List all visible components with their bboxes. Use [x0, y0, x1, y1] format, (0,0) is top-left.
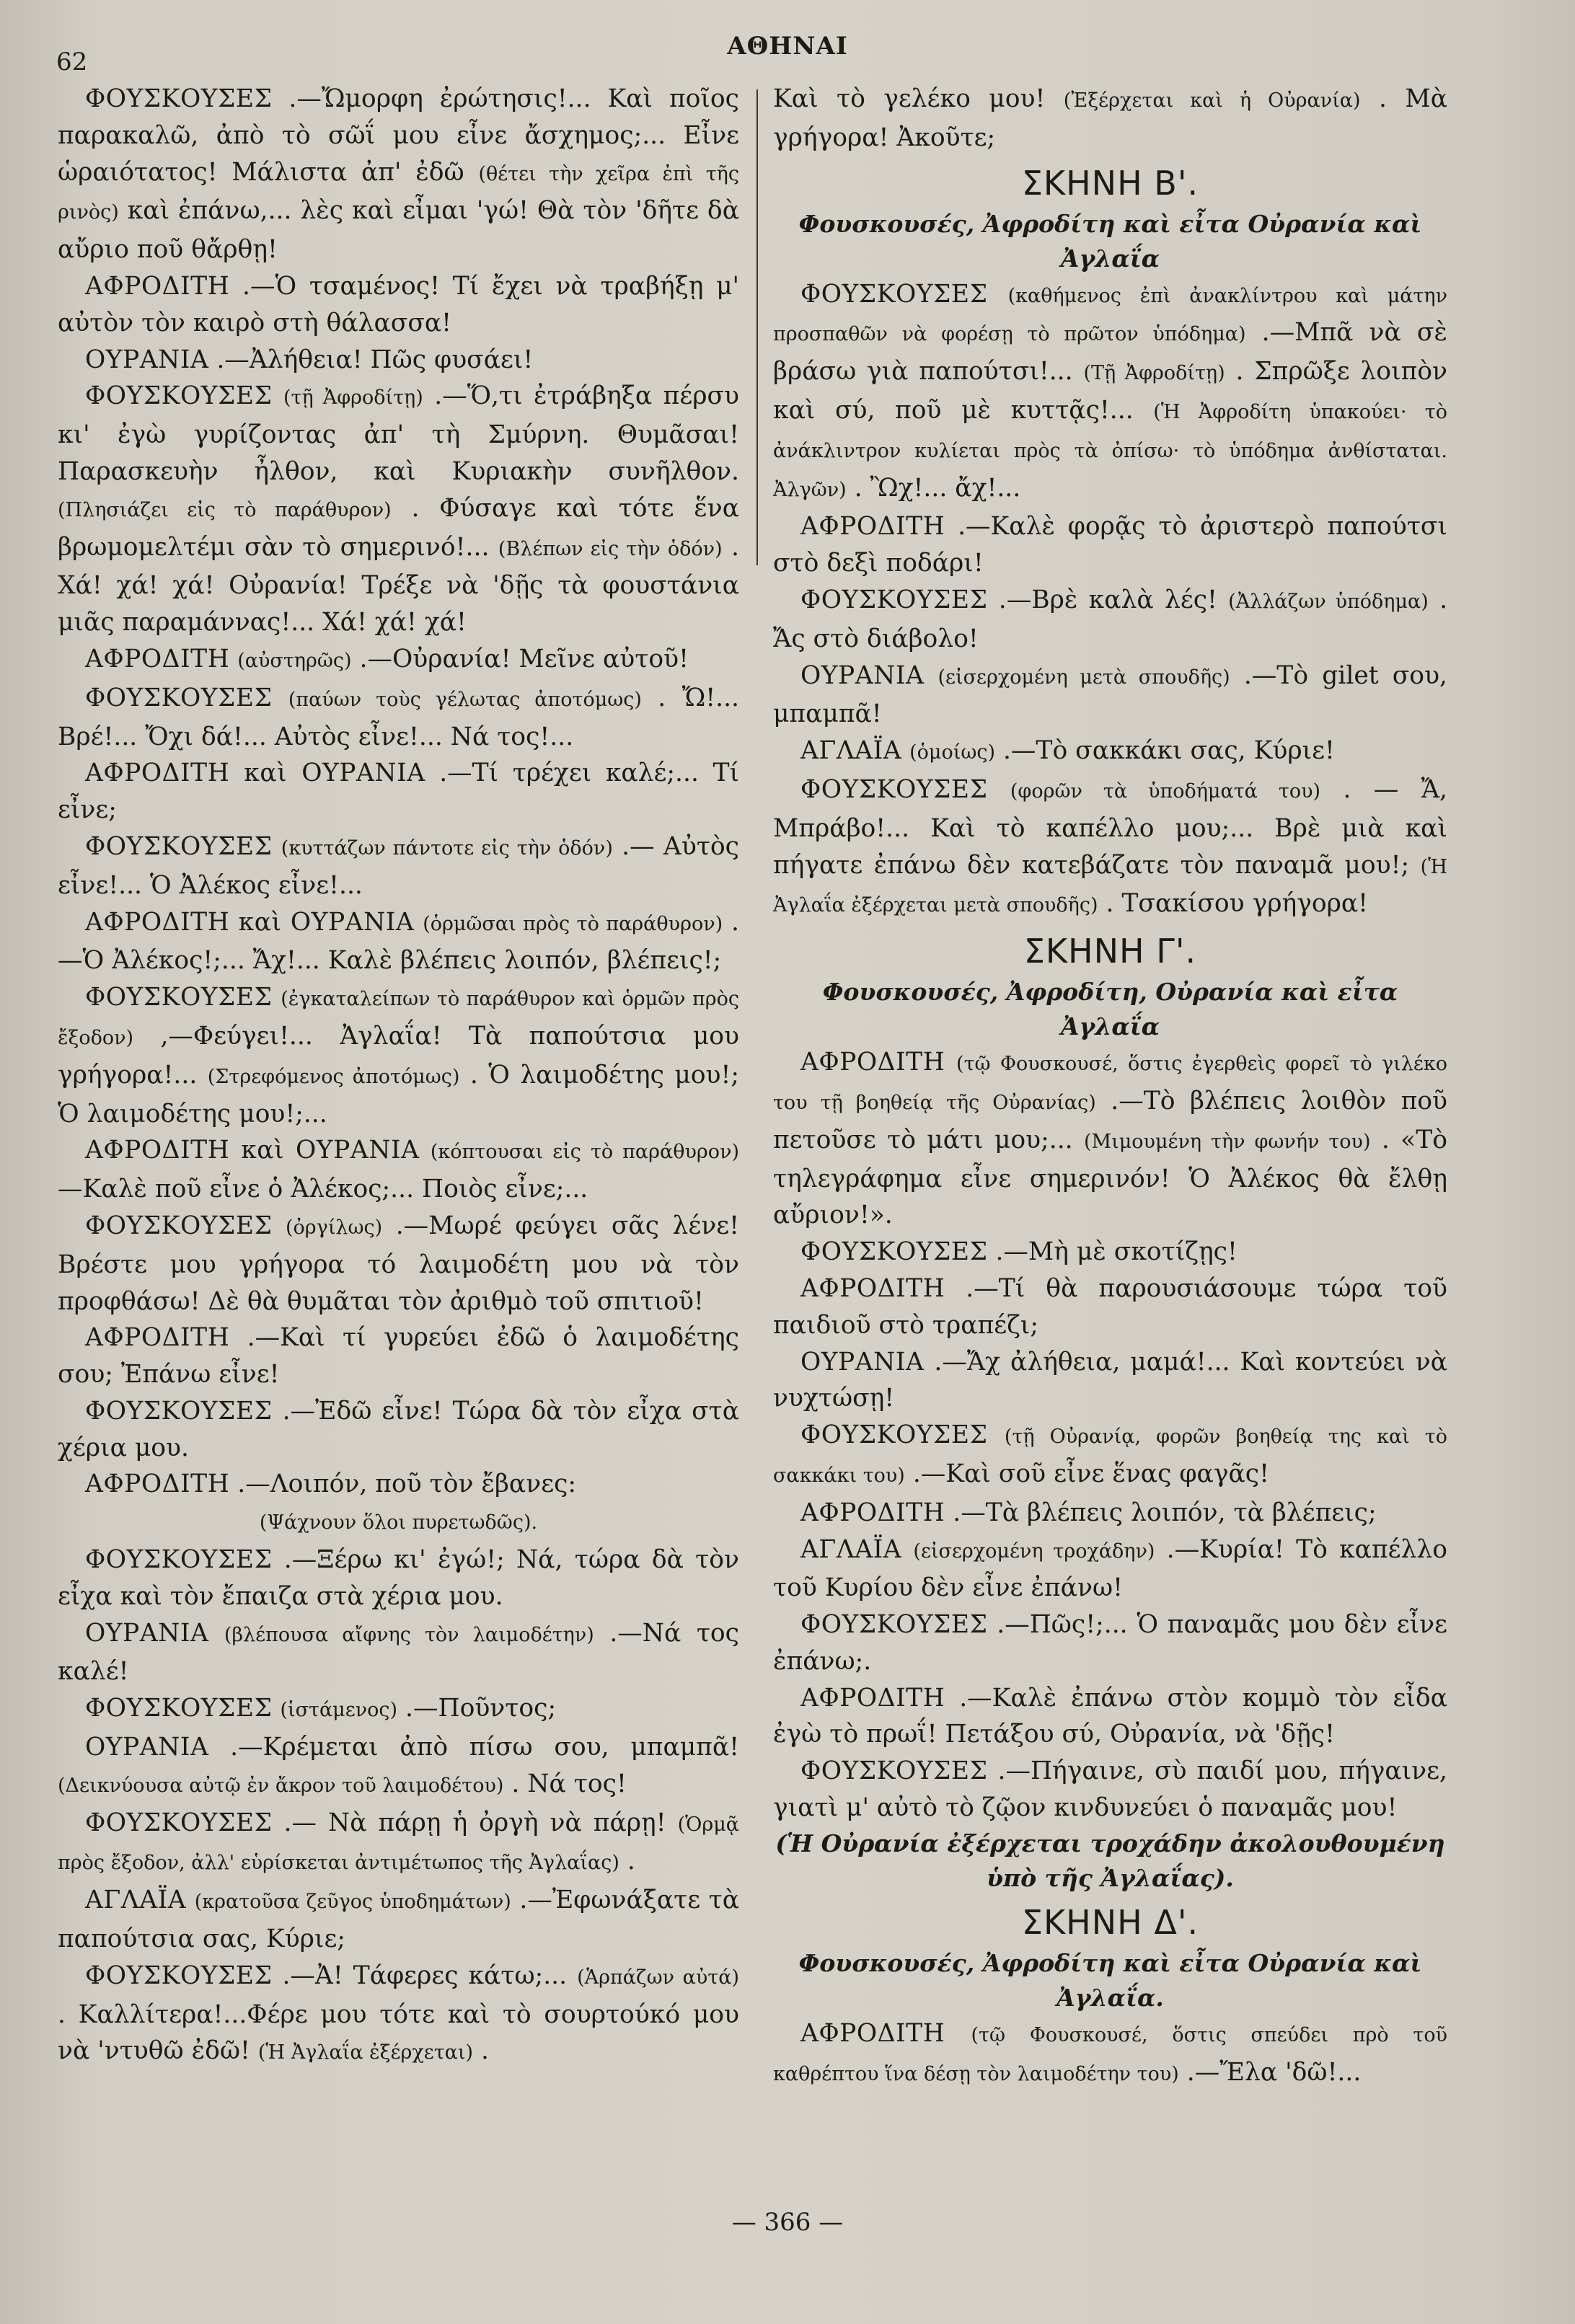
- dialogue-text: .—Βρὲ καλὰ λές!: [998, 585, 1217, 614]
- dialogue-text: . Τσακίσου γρήγορα!: [1106, 889, 1369, 919]
- dialogue-text: ,—Φεύγει!... Ἀγλαΐα! Τὰ παπούτσια μου γρήγορα!...: [58, 1021, 739, 1090]
- stage-direction: (Ἁρπάζων αὐτά): [577, 1966, 739, 1989]
- speaker-name: ΦΟΥΣΚΟΥΣΕΣ: [800, 279, 988, 309]
- speaker-name: ΑΦΡΟΔΙΤΗ: [800, 1683, 945, 1713]
- dialogue-line: [773, 772, 1447, 924]
- dialogue-line: [773, 1417, 1447, 1495]
- dialogue-text: .— Αὐτὸς εἶνε!... Ὁ Ἀλέκος εἶνε!...: [58, 831, 739, 900]
- dialogue-line: [58, 1466, 739, 1503]
- speaker-name: ΑΦΡΟΔΙΤΗ καὶ ΟΥΡΑΝΙΑ: [84, 759, 425, 788]
- stage-direction: (αὐστηρῶς): [237, 649, 352, 672]
- stage-direction: (εἰσερχομένη τροχάδην): [913, 1539, 1155, 1563]
- dialogue-line: [58, 1393, 739, 1467]
- scene-cast-text: Φουσκουσές, Ἀφροδίτη, Οὐρανία καὶ εἶτα Ἀγλαΐα: [822, 978, 1398, 1041]
- dialogue-text: .—Ποῦντος;: [405, 1694, 557, 1723]
- dialogue-text: .—Ὁ Ἀλέκος!;... Ἄχ!... Καλὲ βλέπεις λοιπόν, βλέπεις!;: [58, 907, 739, 976]
- dialogue-text: .—Τὰ βλέπεις λοιπόν, τὰ βλέπεις;: [953, 1498, 1377, 1527]
- dialogue-text: . Καλλίτερα!...Φέρε μου τότε καὶ τὸ σουρτούκό μου νὰ 'ντυθῶ ἐδῶ!: [58, 2000, 739, 2066]
- dialogue-text: .—Καὶ σοῦ εἶνε ἕνας φαγᾶς!: [912, 1459, 1269, 1488]
- dialogue-line: [58, 641, 739, 680]
- dialogue-text: .—Ὤμορφη ἐρώτησις!... Καὶ ποῖος παρακαλῶ, ἀπὸ τὸ σῶΐ μου εἶνε ἄσχημος;... Εἶνε ὡραιότατος! Μάλιστα ἀπ' ἐδῶ: [58, 84, 740, 187]
- scene-cast: [773, 1946, 1447, 2015]
- dialogue-text: —Καλὲ ποῦ εἶνε ὁ Ἀλέκος;... Ποιὸς εἶνε;...: [58, 1175, 588, 1204]
- dialogue-line: [58, 342, 739, 379]
- dialogue-text: .—Ἄχ ἀλήθεια, μαμά!... Καὶ κοντεύει νὰ νυχτώσῃ!: [773, 1347, 1447, 1413]
- speaker-name: ΑΦΡΟΔΙΤΗ: [800, 1498, 945, 1527]
- speaker-name: ΑΦΡΟΔΙΤΗ: [800, 1273, 945, 1303]
- scene-heading: [773, 159, 1447, 207]
- speaker-name: ΦΟΥΣΚΟΥΣΕΣ: [84, 1545, 273, 1575]
- speaker-name: ΦΟΥΣΚΟΥΣΕΣ: [84, 1961, 273, 1990]
- stage-direction-text: (Ψάχνουν ὅλοι πυρετωδῶς).: [259, 1511, 538, 1534]
- stage-direction: (ἱστάμενος): [280, 1699, 398, 1722]
- dialogue-line: [58, 1958, 739, 2072]
- dialogue-text: . Σπρῶξε λοιπὸν καὶ σύ, ποῦ μὲ κυττᾷς!...: [773, 357, 1448, 425]
- dialogue-line: [58, 1729, 739, 1805]
- scene-heading-text: ΣΚΗΝΗ Γ'.: [1023, 932, 1197, 971]
- stage-direction: (Ἡ Ἀγλαΐα ἐξέρχεται μετὰ σπουδῆς): [773, 855, 1447, 917]
- dialogue-line: [773, 1680, 1447, 1754]
- dialogue-text: .—Πῶς!;... Ὁ παναμᾶς μου δὲν εἶνε ἐπάνω;.: [773, 1610, 1447, 1676]
- stage-direction: (Μιμουμένη τὴν φωνήν του): [1083, 1130, 1371, 1153]
- dialogue-text: .—Ξέρω κι' ἐγώ!; Νά, τώρα δὰ τὸν εἶχα καὶ τὸν ἔπαιζα στὰ χέρια μου.: [58, 1545, 739, 1611]
- dialogue-text: . Νά τος!: [511, 1769, 627, 1798]
- stage-direction: (Δεικνύουσα αὐτῷ ἐν ἄκρον τοῦ λαιμοδέτου): [58, 1774, 504, 1797]
- stage-direction: (Ἡ Ἀγλαΐα ἐξέρχεται): [257, 2041, 474, 2064]
- speaker-name: ΦΟΥΣΚΟΥΣΕΣ: [800, 1237, 988, 1267]
- stage-direction: (εἰσερχομένη μετὰ σπουδῆς): [938, 666, 1230, 689]
- dialogue-text: . Μὰ γρήγορα! Ἀκοῦτε;: [773, 84, 1447, 152]
- dialogue-text: .—Νά τος καλέ!: [58, 1618, 739, 1687]
- left-column: [58, 81, 739, 2072]
- dialogue-line: [773, 1532, 1447, 1607]
- speaker-name: ΦΟΥΣΚΟΥΣΕΣ: [84, 1694, 273, 1723]
- dialogue-text: .—Καλὲ ἐπάνω στὸν κομμὸ τὸν εἶδα ἐγὼ τὸ πρωΐ! Πετάξου σύ, Οὐρανία, νὰ 'δῇς!: [773, 1683, 1448, 1749]
- dialogue-line: [773, 733, 1447, 772]
- scene-cast-text: Φουσκουσές, Ἀφροδίτη καὶ εἶτα Οὐρανία καὶ Ἀγλαΐα.: [798, 1948, 1422, 2012]
- dialogue-text: .—Μὴ μὲ σκοτίζῃς!: [995, 1237, 1238, 1267]
- speaker-name: ΦΟΥΣΚΟΥΣΕΣ: [800, 1610, 988, 1640]
- dialogue-text: .—Τὸ βλέπεις λοιθὸν ποῦ πετοῦσε τὸ μάτι μου;...: [773, 1086, 1448, 1154]
- dialogue-line: [58, 680, 739, 756]
- speaker-name: ΦΟΥΣΚΟΥΣΕΣ: [84, 1808, 273, 1837]
- dialogue-text: .—Ἀ! Τάφερες κάτω;...: [282, 1961, 568, 1990]
- dialogue-line: [773, 1271, 1447, 1344]
- speaker-name: ΑΓΛΑΪΑ: [84, 1886, 187, 1915]
- scene-heading-text: ΣΚΗΝΗ Δ'.: [1021, 1902, 1199, 1942]
- stage-direction: (κόπτουσαι εἰς τὸ παράθυρον): [430, 1141, 740, 1164]
- dialogue-text: .—Καλὲ φορᾷς τὸ ἀριστερὸ παπούτσι στὸ δεξὶ ποδάρι!: [773, 512, 1447, 578]
- dialogue-line: [773, 1344, 1447, 1418]
- speaker-name: ΑΦΡΟΔΙΤΗ: [84, 1470, 230, 1499]
- dialogue-text: Καὶ τὸ γελέκο μου!: [773, 84, 1046, 113]
- dialogue-line: [58, 1208, 739, 1320]
- dialogue-line: [58, 1805, 739, 1883]
- dialogue-text: .—Ὁ τσαμένος! Τί ἔχει νὰ τραβήξῃ μ' αὐτὸν τὸν καιρὸ στὴ θάλασσα!: [58, 271, 740, 337]
- speaker-name: ΦΟΥΣΚΟΥΣΕΣ: [84, 381, 273, 411]
- speaker-name: ΑΓΛΑΪΑ: [800, 736, 902, 766]
- stage-direction: (ὀργίλως): [286, 1216, 383, 1239]
- stage-direction: (παύων τοὺς γέλωτας ἀποτόμως): [288, 688, 642, 711]
- dialogue-line: [773, 658, 1447, 733]
- dialogue-line: [58, 268, 739, 342]
- stage-direction: (Βλέπων εἰς τὴν ὁδόν): [498, 537, 723, 560]
- speaker-name: ΦΟΥΣΚΟΥΣΕΣ: [84, 683, 273, 712]
- speaker-name: ΦΟΥΣΚΟΥΣΕΣ: [800, 585, 988, 614]
- speaker-name: ΟΥΡΑΝΙΑ: [84, 345, 209, 374]
- stage-direction: (ἐγκαταλείπων τὸ παράθυρον καὶ ὁρμῶν πρὸς ἔξοδον): [58, 988, 739, 1049]
- dialogue-text: .: [481, 2036, 489, 2066]
- dialogue-text: .—Μωρέ φεύγει σᾶς λένε! Βρέστε μου γρήγορα τό λαιμοδέτη μου νὰ τὸν προφθάσω! Δὲ θὰ θυμᾶται τὸν ἀριθμὸ τοῦ σπιτιοῦ!: [58, 1211, 740, 1316]
- stage-direction: (Ἐξέρχεται καὶ ἡ Οὐρανία): [1063, 89, 1361, 112]
- speaker-name: ΦΟΥΣΚΟΥΣΕΣ: [84, 983, 273, 1012]
- speaker-name: ΟΥΡΑΝΙΑ: [84, 1618, 209, 1648]
- dialogue-line: [58, 1542, 739, 1615]
- stage-direction: (κυττάζων πάντοτε εἰς τὴν ὁδόν): [281, 836, 613, 860]
- dialogue-line: [773, 1607, 1447, 1680]
- stage-direction: (τῷ Φουσκουσέ, ὅστις ἐγερθεὶς φορεῖ τὸ γιλέκο του τῇ βοηθείᾳ τῆς Οὐρανίας): [773, 1053, 1447, 1114]
- dialogue-text: .—Καὶ τί γυρεύει ἐδῶ ὁ λαιμοδέτης σου; Ἐπάνω εἶνε!: [58, 1323, 739, 1389]
- running-title: ΑΘΗΝΑΙ: [727, 32, 848, 61]
- speaker-name: ΟΥΡΑΝΙΑ: [800, 660, 925, 690]
- dialogue-line: [58, 1615, 739, 1691]
- dialogue-text: . — Ἄ, Μπράβο!... Καὶ τὸ καπέλλο μου;... Βρὲ μιὰ καὶ πήγατε ἐπάνω δὲν κατεβάζατε τὸν παναμᾶ μου!;: [773, 774, 1448, 880]
- stage-direction: (Ἀλλάζων ὑπόδημα): [1228, 590, 1429, 613]
- dialogue-line: [773, 1753, 1447, 1826]
- dialogue-line: [58, 81, 739, 268]
- speaker-name: ΦΟΥΣΚΟΥΣΕΣ: [84, 84, 273, 113]
- dialogue-text: .—Ἐδῶ εἶνε! Τώρα δὰ τὸν εἶχα στὰ χέρια μου.: [58, 1396, 740, 1462]
- stage-direction: (ὁμοίως): [909, 741, 995, 764]
- dialogue-line: [58, 1882, 739, 1958]
- dialogue-line: [773, 582, 1447, 658]
- dialogue-line: [773, 81, 1447, 156]
- dialogue-line: [773, 276, 1447, 509]
- speaker-name: ΦΟΥΣΚΟΥΣΕΣ: [800, 774, 988, 804]
- dialogue-text: .—Ἔλα 'δῶ!...: [1186, 2057, 1362, 2087]
- speaker-name: ΑΦΡΟΔΙΤΗ: [84, 644, 230, 673]
- stage-direction: (τῇ Οὐρανίᾳ, φορῶν βοηθείᾳ της καὶ τὸ σακκάκι του): [773, 1426, 1447, 1487]
- stage-direction: (Στρεφόμενος ἀποτόμως): [207, 1065, 460, 1088]
- stage-direction: (τῇ Ἀφροδίτῃ): [283, 386, 423, 410]
- dialogue-text: .—Τί θὰ παρουσιάσουμε τώρα τοῦ παιδιοῦ στὸ τραπέζι;: [773, 1273, 1448, 1340]
- dialogue-text: .—Τὸ σακκάκι σας, Κύριε!: [1002, 736, 1335, 766]
- column-divider: [756, 89, 758, 565]
- stage-direction: (ὁρμῶσαι πρὸς τὸ παράθυρον): [423, 912, 723, 935]
- stage-direction: (θέτει τὴν χεῖρα ἐπὶ τῆς ρινὸς): [58, 162, 739, 224]
- dialogue-text: .—Λοιπόν, ποῦ τὸν ἔβανες:: [237, 1470, 577, 1499]
- speaker-name: ΦΟΥΣΚΟΥΣΕΣ: [84, 831, 273, 861]
- dialogue-text: . «Τὸ τηλεγράφημα εἶνε σημερινόν! Ὁ Ἀλέκος θὰ ἔλθῃ αὔριον!».: [773, 1125, 1448, 1230]
- dialogue-line: [773, 1234, 1447, 1271]
- dialogue-line: [58, 1132, 739, 1208]
- stage-direction: (Ὁρμᾷ πρὸς ἔξοδον, ἀλλ' εὑρίσκεται ἀντιμέτωπος τῆς Ἀγλαΐας): [58, 1813, 740, 1875]
- speaker-name: ΟΥΡΑΝΙΑ: [84, 1733, 209, 1762]
- scene-heading: [773, 927, 1447, 975]
- speaker-name: ΑΓΛΑΪΑ: [800, 1534, 902, 1564]
- dialogue-text: .—Τὸ gilet σου, μπαμπᾶ!: [773, 660, 1448, 729]
- stage-direction: [58, 1503, 739, 1542]
- stage-direction: (Τῇ Ἀφροδίτῃ): [1083, 362, 1225, 385]
- dialogue-line: [58, 378, 739, 641]
- dialogue-line: [58, 829, 739, 904]
- speaker-name: ΑΦΡΟΔΙΤΗ καὶ ΟΥΡΑΝΙΑ: [84, 907, 415, 937]
- scene-cast-text: Φουσκουσές, Ἀφροδίτη καὶ εἶτα Οὐρανία καὶ Ἀγλαΐα: [798, 209, 1422, 273]
- dialogue-text: .—Πήγαινε, σὺ παιδί μου, πήγαινε, γιατὶ μ' αὐτὸ τὸ ζῷον κινδυνεύει ὁ παναμᾶς μου!: [773, 1757, 1447, 1823]
- stage-direction: (καθήμενος ἐπὶ ἀνακλίντρου καὶ μάτην προσπαθῶν νὰ φορέσῃ τὸ πρῶτον ὑπόδημα): [773, 284, 1448, 346]
- scene-heading: [773, 1899, 1447, 1946]
- speaker-name: ΑΦΡΟΔΙΤΗ: [84, 1323, 230, 1353]
- stage-direction: [773, 1826, 1447, 1896]
- dialogue-line: [773, 508, 1447, 582]
- stage-direction: (Πλησιάζει εἰς τὸ παράθυρον): [58, 498, 392, 521]
- dialogue-text: .—Κρέμεται ἀπὸ πίσω σου, μπαμπᾶ!: [230, 1733, 739, 1762]
- speaker-name: ΦΟΥΣΚΟΥΣΕΣ: [800, 1421, 988, 1450]
- stage-direction: (κρατοῦσα ζεῦγος ὑποδημάτων): [194, 1891, 511, 1914]
- speaker-name: ΑΦΡΟΔΙΤΗ: [800, 1048, 945, 1077]
- speaker-name: ΦΟΥΣΚΟΥΣΕΣ: [800, 1757, 988, 1786]
- dialogue-text: . Ὁ λαιμοδέτης μου!; Ὁ λαιμοδέτης μου!;...: [58, 1060, 740, 1128]
- speaker-name: ΑΦΡΟΔΙΤΗ: [84, 271, 230, 301]
- page-number: 62: [56, 48, 88, 76]
- speaker-name: ΑΦΡΟΔΙΤΗ καὶ ΟΥΡΑΝΙΑ: [84, 1136, 420, 1165]
- dialogue-text: . Ὤ!... Βρέ!... Ὄχι δά!... Αὐτὸς εἶνε!... Νά τος!...: [58, 683, 740, 751]
- dialogue-line: [58, 904, 739, 980]
- speaker-name: ΑΦΡΟΔΙΤΗ: [800, 512, 945, 542]
- scene-heading-text: ΣΚΗΝΗ Β'.: [1021, 163, 1199, 203]
- speaker-name: ΦΟΥΣΚΟΥΣΕΣ: [84, 1396, 273, 1426]
- stage-direction: (φορῶν τὰ ὑποδήματά του): [1010, 779, 1321, 803]
- scene-cast: [773, 975, 1447, 1044]
- stage-direction: (τῷ Φουσκουσέ, ὅστις σπεύδει πρὸ τοῦ καθρέπτου ἵνα δέσῃ τὸν λαιμοδέτην του): [773, 2023, 1448, 2085]
- folio-number: — 366 —: [731, 2208, 844, 2237]
- dialogue-text: καὶ ἐπάνω,... λὲς καὶ εἶμαι 'γώ! Θὰ τὸν 'δῆτε δὰ αὔριο ποῦ θἄρθῃ!: [58, 196, 739, 265]
- dialogue-text: . Ὢχ!... ἄχ!...: [854, 473, 1021, 503]
- dialogue-text: .: [627, 1847, 635, 1876]
- dialogue-text: .—Ἀλήθεια! Πῶς φυσάει!: [216, 345, 534, 374]
- right-column: [773, 81, 1447, 2093]
- dialogue-text: . Χά! χά! χά! Οὐρανία! Τρέξε νὰ 'δῇς τὰ φουστάνια μιᾶς παραμάννας!... Χά! χά! χά!: [58, 532, 740, 637]
- dialogue-text: . Ἄς στὸ διάβολο!: [773, 585, 1448, 653]
- dialogue-line: [773, 2015, 1447, 2093]
- dialogue-text: .—Ὅ,τι ἐτράβηξα πέρσυ κι' ἐγὼ γυρίζοντας ἀπ' τὴ Σμύρνη. Θυμᾶσαι! Παρασκευὴν ἦλθον, καὶ Κυριακὴν συνῆλθον.: [58, 381, 739, 486]
- dialogue-text: .—Ἐφωνάξατε τὰ παπούτσια σας, Κύριε;: [58, 1886, 739, 1954]
- stage-direction: (βλέπουσα αἴφνης τὸν λαιμοδέτην): [224, 1623, 594, 1646]
- dialogue-text: .—Οὐρανία! Μεῖνε αὐτοῦ!: [359, 644, 689, 673]
- speaker-name: ΟΥΡΑΝΙΑ: [800, 1347, 925, 1377]
- dialogue-line: [58, 1690, 739, 1729]
- dialogue-line: [58, 979, 739, 1132]
- dialogue-line: [773, 1495, 1447, 1532]
- dialogue-text: .— Νὰ πάρῃ ἡ ὀργὴ νὰ πάρῃ!: [283, 1808, 666, 1837]
- stage-direction-text: (Ἡ Οὐρανία ἐξέρχεται τροχάδην ἀκολουθουμένη ὑπὸ τῆς Ἀγλαΐας).: [775, 1829, 1445, 1892]
- scene-cast: [773, 207, 1447, 276]
- speaker-name: ΑΦΡΟΔΙΤΗ: [800, 2018, 945, 2048]
- stage-direction: (Ἡ Ἀφροδίτη ὑπακούει· τὸ ἀνάκλιντρον κυλίεται πρὸς τὰ ὀπίσω· τὸ ὑπόδημα ἀνθίσταται. Ἀλγῶν): [773, 400, 1447, 501]
- dialogue-text: .—Κυρία! Τὸ καπέλλο τοῦ Κυρίου δὲν εἶνε ἐπάνω!: [773, 1534, 1448, 1603]
- dialogue-text: .—Μπᾶ νὰ σὲ βράσω γιὰ παπούτσι!...: [773, 318, 1447, 386]
- speaker-name: ΦΟΥΣΚΟΥΣΕΣ: [84, 1211, 273, 1240]
- dialogue-text: . Φύσαγε καὶ τότε ἕνα βρωμομελτέμι σὰν τὸ σημερινό!...: [58, 493, 740, 562]
- dialogue-line: [773, 1044, 1447, 1234]
- dialogue-line: [58, 1320, 739, 1393]
- dialogue-line: [58, 755, 739, 829]
- dialogue-text: .—Τί τρέχει καλέ;... Τί εἶνε;: [58, 759, 740, 825]
